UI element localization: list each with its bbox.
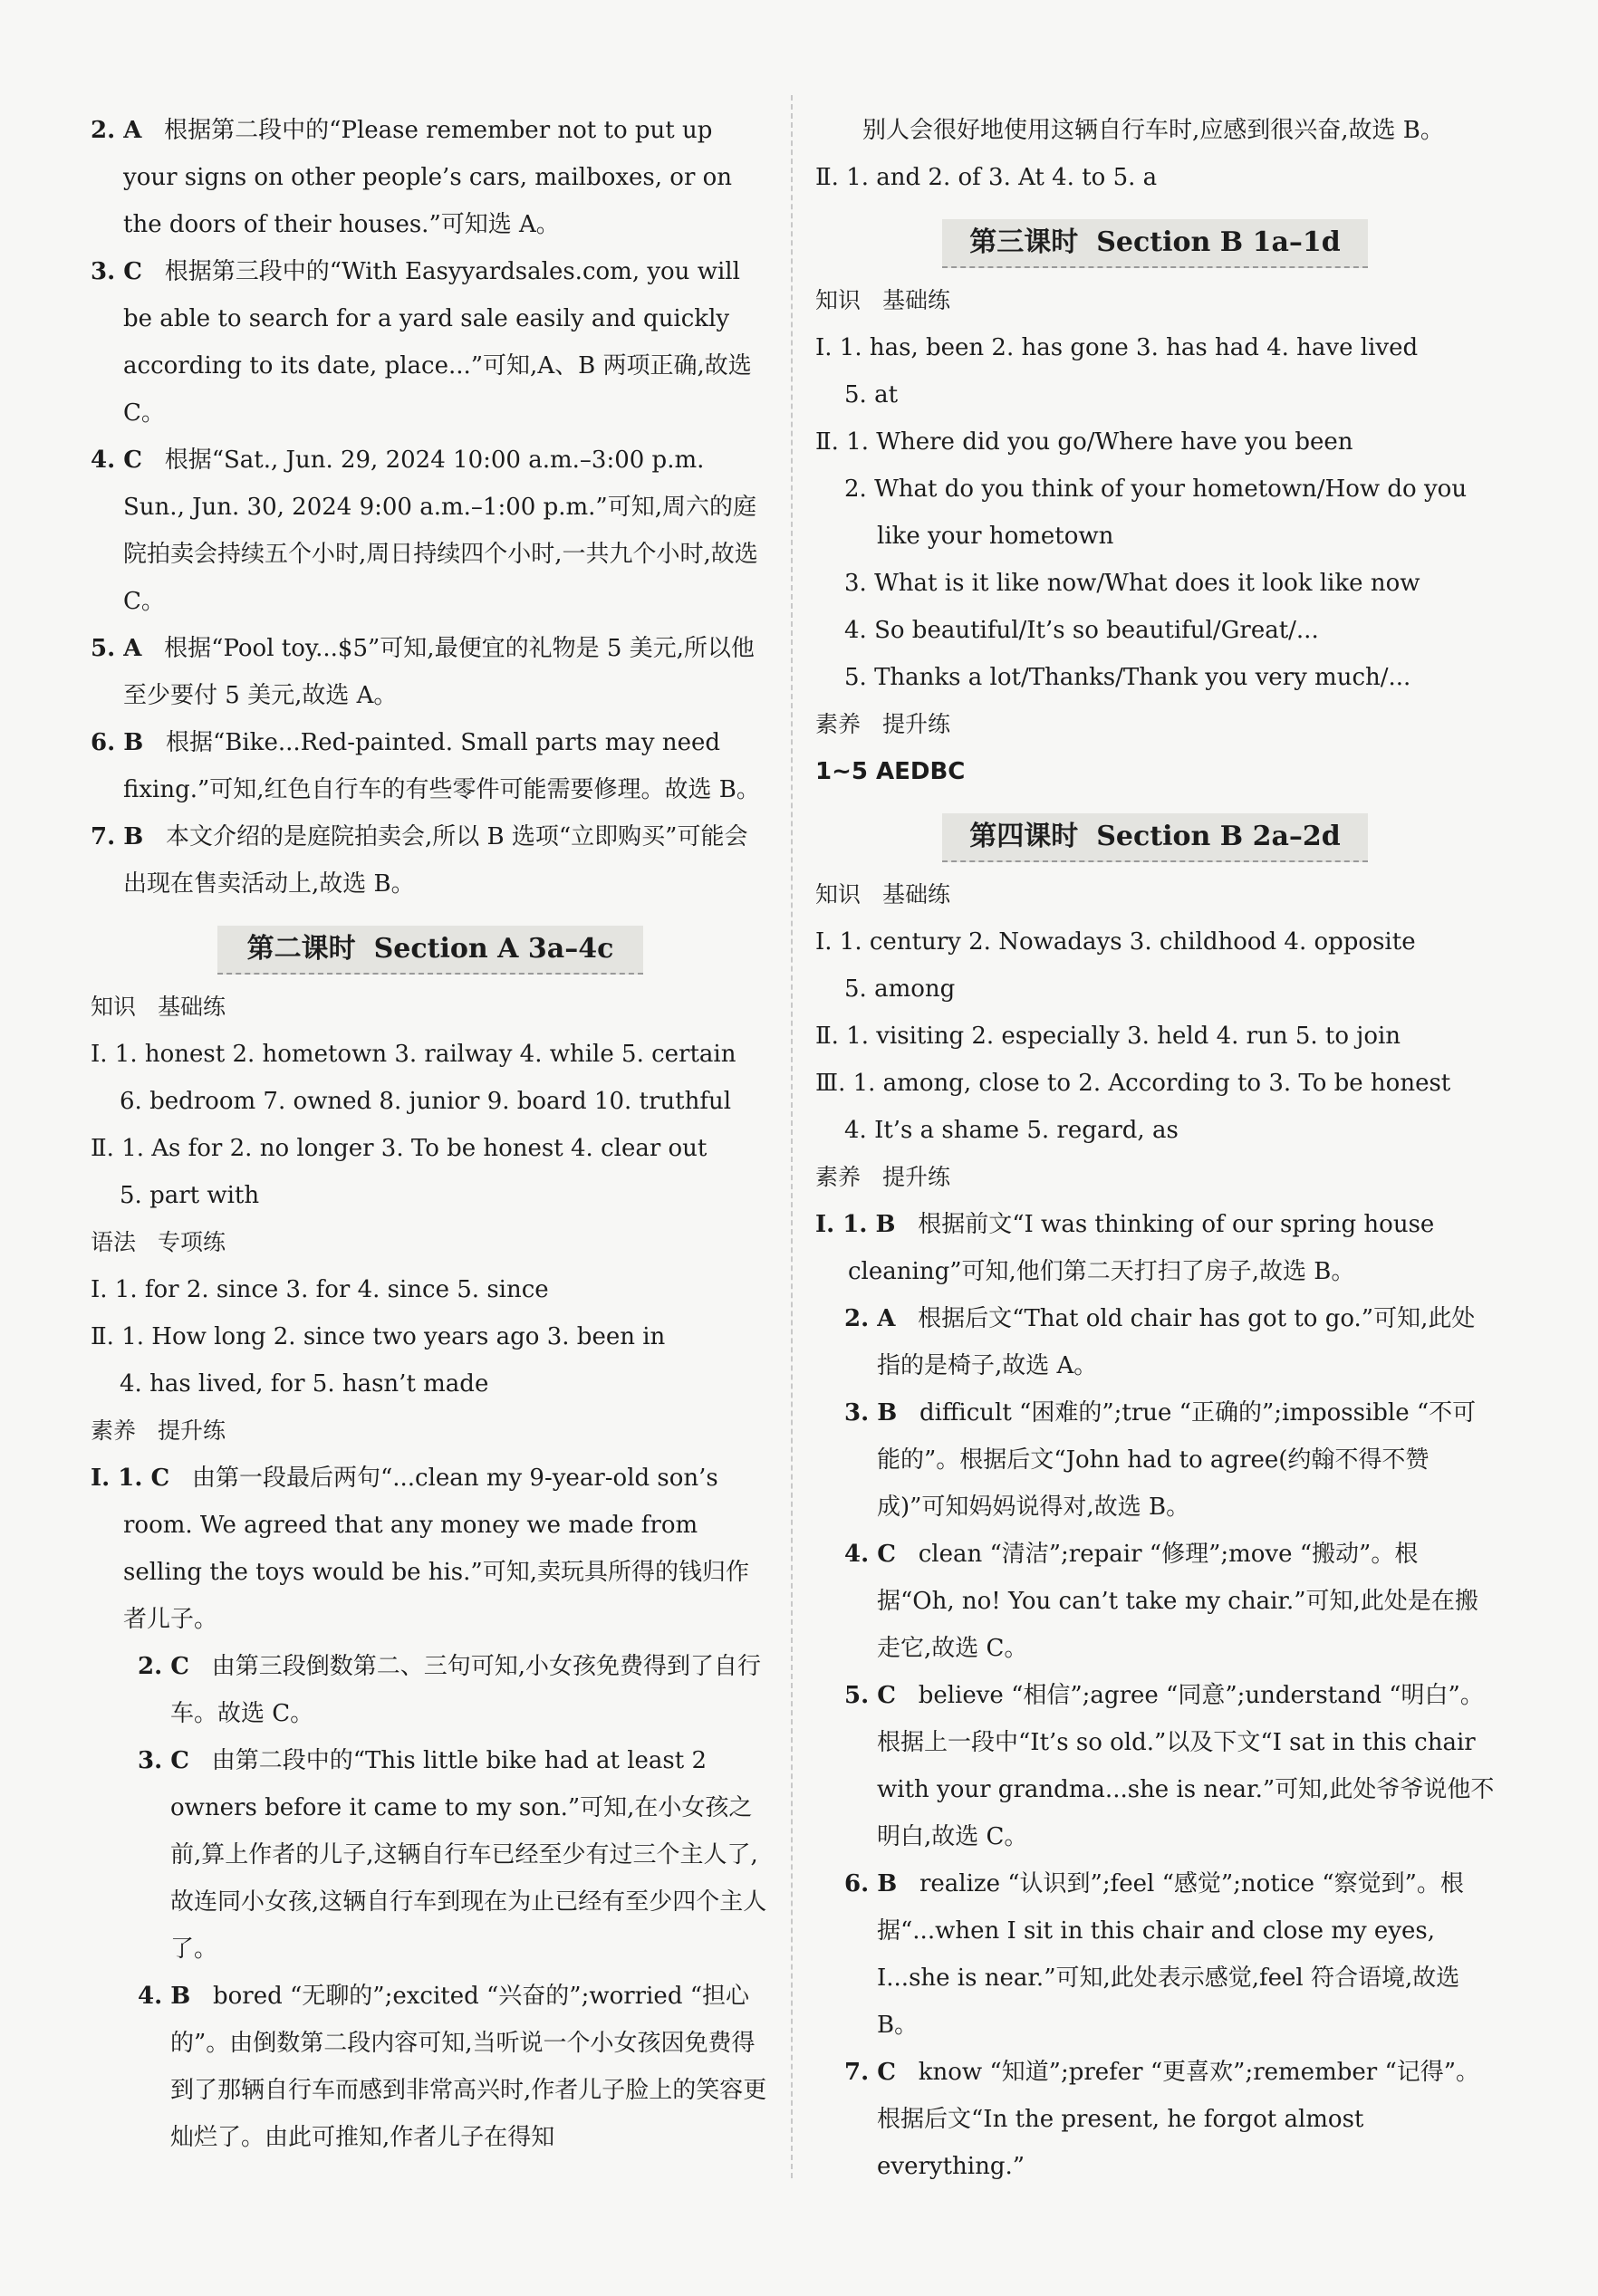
answer-line: 4. has lived, for 5. hasn’t made [120,1370,489,1398]
answer-line: 5. part with [120,1182,260,1209]
answer-line: 5. among [844,975,956,1003]
answer-line: 5. Thanks a lot/Thanks/Thank you very much/... [844,664,1411,691]
answer-line: 3. What is it like now/What does it look like now [844,570,1420,597]
answer-line: Ⅱ. 1. How long 2. since two years ago 3. been in [91,1323,666,1350]
answer-item: 2. A 根据后文“That old chair has got to go.”可知,此处指的是椅子,故选 A。 [844,1305,1476,1379]
answer-item: 2. C 由第三段倒数第二、三句可知,小女孩免费得到了自行车。故选 C。 [138,1653,761,1727]
answer-item: Ⅰ. 1. B 根据前文“I was thinking of our spring house cleaning”可知,他们第二天打扫了房子,故选 B。 [815,1211,1435,1285]
left-column [91,107,770,2161]
section-title-lesson-4: 第四课时 Section B 2a–2d [942,813,1368,862]
answer-item: 5. C believe “相信”;agree “同意”;understand “明白”。根据上一段中“It’s so old.”以及下文“I sat in this chair with your grandma...she is near.”可知,此处爷爷说他不明白,故选 C。 [844,1682,1495,1850]
answer-line: 5. at [844,381,899,408]
subheading-improve: 素养 提升练 [815,1164,951,1190]
answer-item: 4. C clean “清洁”;repair “修理”;move “搬动”。根据“Oh, no! You can’t take my chair.”可知,此处是在搬走它,故选 C。 [844,1541,1478,1662]
section-title-lesson-2: 第二课时 Section A 3a–4c [217,926,643,975]
answer-line: Ⅱ. 1. visiting 2. especially 3. held 4. run 5. to join [815,1023,1401,1050]
answer-item: 2. A 根据第二段中的“Please remember not to put up your signs on other people’s cars, mailboxes, or on the doors of their houses.”可知选 A。 [91,117,733,238]
section-title-lesson-3: 第三课时 Section B 1a–1d [942,219,1368,268]
subheading-basic: 知识 基础练 [815,881,951,908]
answer-line: Ⅱ. 1. As for 2. no longer 3. To be honest 4. clear out [91,1135,708,1162]
continuation-text: 别人会很好地使用这辆自行车时,应感到很兴奋,故选 B。 [862,117,1444,144]
answer-item: 5. A 根据“Pool toy...$5”可知,最便宜的礼物是 5 美元,所以他至少要付 5 美元,故选 A。 [91,635,755,709]
subheading-improve: 素养 提升练 [815,711,951,737]
answer-line: 6. bedroom 7. owned 8. junior 9. board 10. truthful [120,1088,732,1115]
subheading-basic: 知识 基础练 [815,287,951,313]
answer-item: 7. B 本文介绍的是庭院拍卖会,所以 B 选项“立即购买”可能会出现在售卖活动上,故选 B。 [91,823,748,898]
answer-line: Ⅰ. 1. has, been 2. has gone 3. has had 4. have lived [815,334,1419,361]
answer-line: 4. So beautiful/It’s so beautiful/Great/... [844,617,1319,644]
answer-line: Ⅰ. 1. century 2. Nowadays 3. childhood 4. opposite [815,928,1416,956]
answer-item: 3. C 由第二段中的“This little bike had at least 2 owners before it came to my son.”可知,在小女孩之前,算上作者的儿子,这辆自行车已经至少有过三个主人了,故连同小女孩,这辆自行车到现在为止已经有至少四个主人了。 [138,1747,767,1963]
answer-line: Ⅲ. 1. among, close to 2. According to 3. To be honest [815,1070,1451,1097]
answer-item: Ⅰ. 1. C 由第一段最后两句“...clean my 9-year-old son’s room. We agreed that any money we made from selling the toys would be his.”可知,卖玩具所得的钱归作者儿子。 [91,1465,749,1633]
answer-line: Ⅰ. 1. for 2. since 3. for 4. since 5. since [91,1276,549,1303]
answer-item: 4. B bored “无聊的”;excited “兴奋的”;worried “担心的”。由倒数第二段内容可知,当听说一个小女孩因免费得到了那辆自行车而感到非常高兴时,作者儿子脸上的笑容更灿烂了。由此可推知,作者儿子在得知 [138,1983,767,2151]
subheading-basic: 知识 基础练 [91,994,226,1020]
answer-line: 4. It’s a shame 5. regard, as [844,1117,1179,1144]
subheading-improve: 素养 提升练 [91,1417,226,1444]
subheading-grammar: 语法 专项练 [91,1229,226,1255]
answer-item: 3. C 根据第三段中的“With Easyyardsales.com, you will be able to search for a yard sale easily and quickly according to its date, place...”可知,A、B 两项正确,故选 C。 [91,258,752,427]
answer-line: Ⅱ. 1. Where did you go/Where have you been [815,428,1353,456]
answer-item: 4. C 根据“Sat., Jun. 29, 2024 10:00 a.m.–3:00 p.m. Sun., Jun. 30, 2024 9:00 a.m.–1:00 p.m.”可知,周六的庭院拍卖会持续五个小时,周日持续四个小时,一共九个小时,故选 C。 [91,447,758,615]
answer-item: 7. C know “知道”;prefer “更喜欢”;remember “记得”。根据后文“In the present, he forgot almost everything.” [844,2059,1480,2180]
answer-item: 6. B 根据“Bike...Red-painted. Small parts may need fixing.”可知,红色自行车的有些零件可能需要修理。故选 B。 [91,729,760,803]
answer-line: 1~5 AEDBC [815,758,966,785]
answer-item: 6. B realize “认识到”;feel “感觉”;notice “察觉到”。根据“...when I sit in this chair and close my eyes, I...she is near.”可知,此处表示感觉,feel 符合语境,故选 B。 [844,1870,1464,2039]
answer-line: 2. What do you think of your hometown/How do you like your hometown [844,476,1468,550]
answer-line: Ⅱ. 1. and 2. of 3. At 4. to 5. a [815,164,1158,191]
column-divider [791,95,793,2178]
answer-item: 3. B difficult “困难的”;true “正确的”;impossible “不可能的”。根据后文“John had to agree(约翰不得不赞成)”可知妈妈说得对,故选 B。 [844,1399,1477,1521]
right-column [815,107,1495,2190]
answer-line: Ⅰ. 1. honest 2. hometown 3. railway 4. while 5. certain [91,1041,736,1068]
